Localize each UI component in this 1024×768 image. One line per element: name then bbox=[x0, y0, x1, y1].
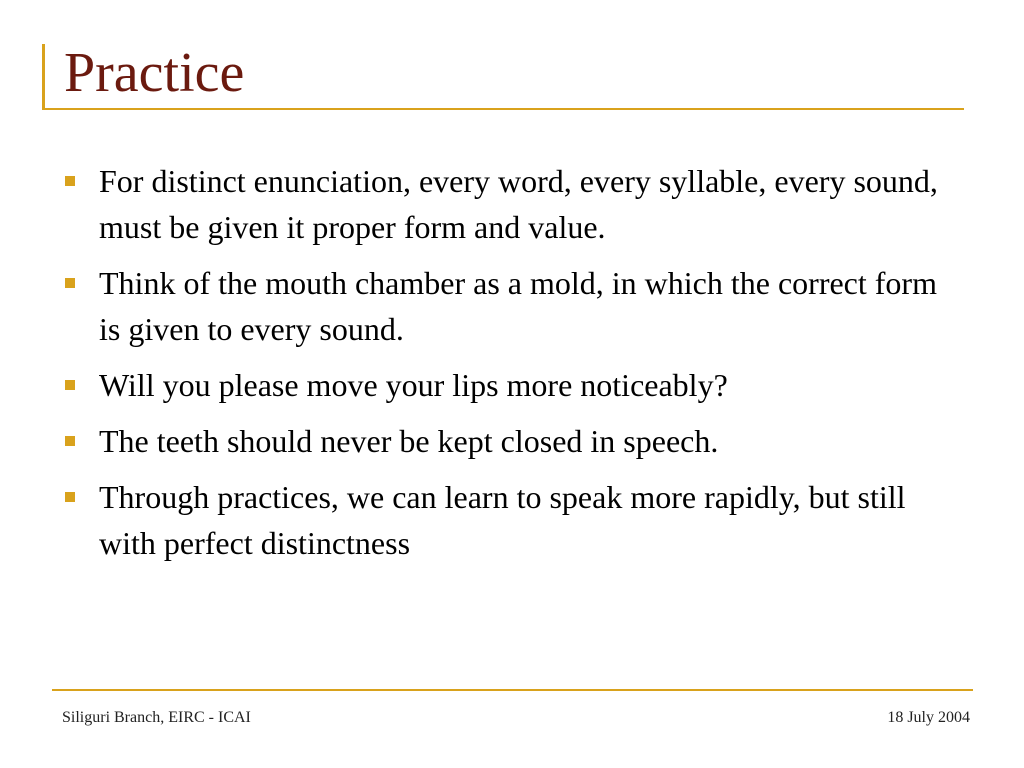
bullet-item bbox=[62, 474, 962, 566]
square-bullet-icon bbox=[65, 492, 75, 502]
bullet-item bbox=[62, 418, 962, 464]
footer-organization: Siliguri Branch, EIRC - ICAI bbox=[62, 709, 251, 726]
title-accent-bar bbox=[42, 44, 45, 110]
bullet-list bbox=[62, 158, 962, 576]
bullet-item bbox=[62, 260, 962, 352]
bullet-text: Through practices, we can learn to speak more rapidly, but still with perfect distinctness bbox=[99, 479, 906, 561]
bullet-item bbox=[62, 362, 962, 408]
bullet-text: The teeth should never be kept closed in speech. bbox=[99, 423, 719, 459]
bullet-text: For distinct enunciation, every word, every syllable, every sound, must be given it proper form and value. bbox=[99, 163, 938, 245]
square-bullet-icon bbox=[65, 380, 75, 390]
bullet-item bbox=[62, 158, 962, 250]
square-bullet-icon bbox=[65, 176, 75, 186]
bullet-text: Will you please move your lips more noticeably? bbox=[99, 367, 728, 403]
square-bullet-icon bbox=[65, 436, 75, 446]
square-bullet-icon bbox=[65, 278, 75, 288]
title-underline bbox=[42, 108, 964, 110]
bullet-text: Think of the mouth chamber as a mold, in which the correct form is given to every sound. bbox=[99, 265, 937, 347]
slide-title: Practice bbox=[64, 42, 245, 104]
footer-divider bbox=[52, 689, 973, 691]
footer-date: 18 July 2004 bbox=[887, 709, 970, 726]
